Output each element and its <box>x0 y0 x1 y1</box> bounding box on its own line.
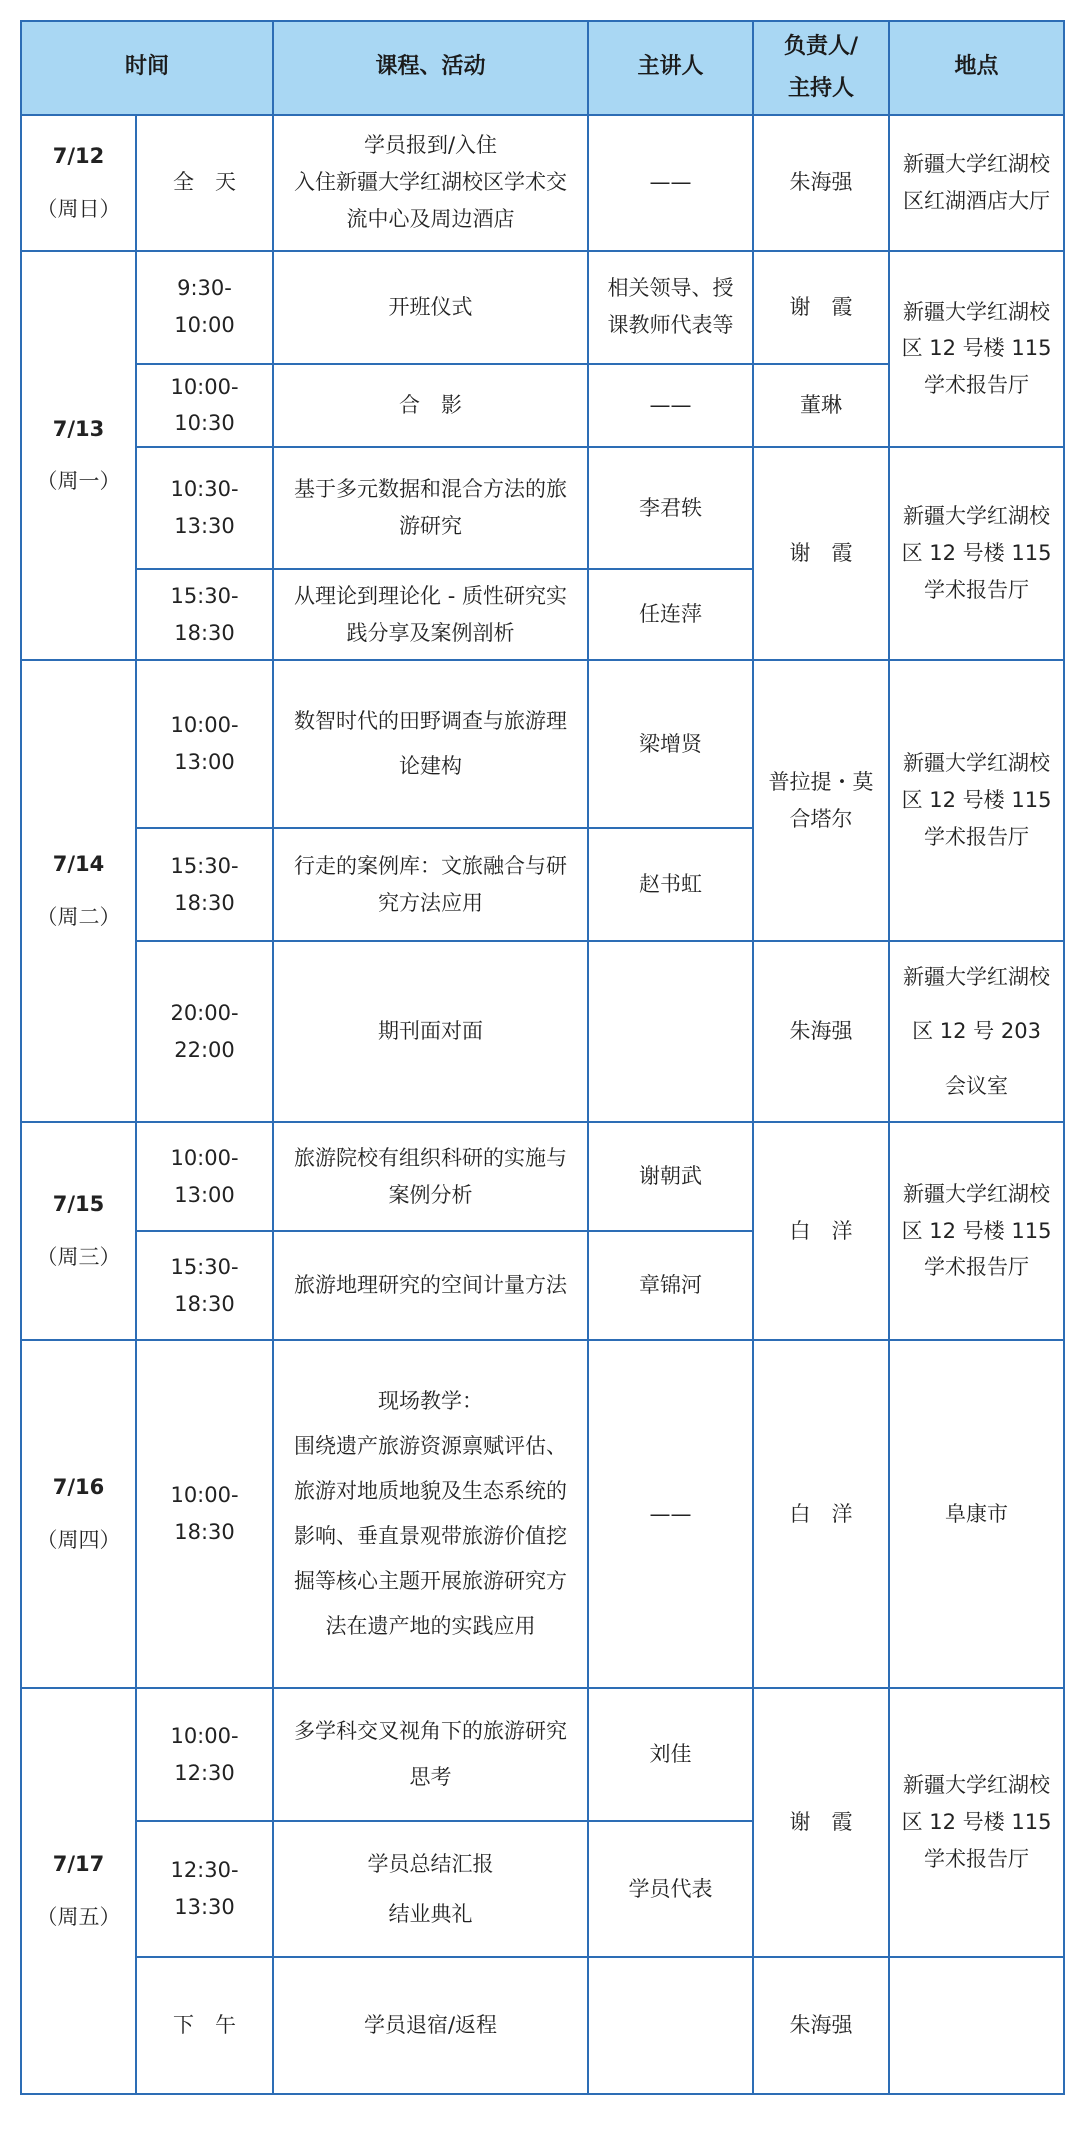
course-cell: 从理论到理论化 - 质性研究实践分享及案例剖析 <box>273 569 588 660</box>
header-row <box>21 21 1064 115</box>
weekday: （周五） <box>36 1905 121 1930</box>
time-cell: 15:30-18:30 <box>136 1231 273 1340</box>
course-cell: 旅游院校有组织科研的实施与案例分析 <box>273 1122 588 1231</box>
speaker-cell <box>588 1957 753 2094</box>
date-cell <box>21 1340 136 1688</box>
host-cell: 谢 霞 <box>753 1688 889 1957</box>
table-row <box>21 1957 1064 2094</box>
course-cell <box>273 1688 588 1821</box>
time-cell: 10:00-18:30 <box>136 1340 273 1688</box>
time-cell: 10:30-13:30 <box>136 447 273 569</box>
location-cell: 阜康市 <box>889 1340 1064 1688</box>
location-cell: 新疆大学红湖校区红湖酒店大厅 <box>889 115 1064 251</box>
time-cell: 10:00-13:00 <box>136 1122 273 1231</box>
header-location: 地点 <box>889 21 1064 115</box>
location-cell <box>889 941 1064 1122</box>
location-cell <box>889 1957 1064 2094</box>
course-cell: 学员退宿/返程 <box>273 1957 588 2094</box>
date: 7/12 <box>52 143 105 168</box>
time-cell: 12:30-13:30 <box>136 1821 273 1957</box>
course-cell: 合 影 <box>273 364 588 448</box>
date: 7/17 <box>52 1852 105 1877</box>
time-cell: 10:00-13:00 <box>136 660 273 828</box>
course-cell <box>273 1821 588 1957</box>
host-cell: 董琳 <box>753 364 889 448</box>
course-cell <box>273 115 588 251</box>
date: 7/16 <box>52 1475 105 1500</box>
host-cell: 白 洋 <box>753 1340 889 1688</box>
speaker-cell: —— <box>588 364 753 448</box>
location-cell: 新疆大学红湖校区 12 号楼 115 学术报告厅 <box>889 1122 1064 1340</box>
speaker-cell: 梁增贤 <box>588 660 753 828</box>
date: 7/14 <box>52 852 105 877</box>
table-row <box>21 115 1064 251</box>
course-cell <box>273 660 588 828</box>
time-cell: 全 天 <box>136 115 273 251</box>
location-text: 新疆大学红湖校区 12 号 203 会议室 <box>903 964 1051 1098</box>
course-line: 学员报到/入住 入住新疆大学红湖校区学术交流中心及周边酒店 <box>294 133 568 231</box>
header-host-line2: 主持人 <box>788 75 855 101</box>
header-host <box>753 21 889 115</box>
course-cell <box>273 1340 588 1688</box>
course-cell: 期刊面对面 <box>273 941 588 1122</box>
course-text: 现场教学： 围绕遗产旅游资源禀赋评估、旅游对地质地貌及生态系统的影响、垂直景观带旅游价值挖掘等核心主题开展旅游研究方法在遗产地的实践应用 <box>294 1388 568 1639</box>
table-row <box>21 941 1064 1122</box>
date-cell <box>21 660 136 1122</box>
time-cell: 15:30-18:30 <box>136 569 273 660</box>
table-row <box>21 1340 1064 1688</box>
location-cell: 新疆大学红湖校区 12 号楼 115 学术报告厅 <box>889 1688 1064 1957</box>
course-text: 学员总结汇报 结业典礼 <box>367 1851 494 1927</box>
weekday: （周一） <box>36 469 121 494</box>
speaker-cell: 谢朝武 <box>588 1122 753 1231</box>
date-cell <box>21 1122 136 1340</box>
location-cell: 新疆大学红湖校区 12 号楼 115 学术报告厅 <box>889 447 1064 660</box>
host-cell: 朱海强 <box>753 115 889 251</box>
time-cell: 9:30-10:00 <box>136 251 273 364</box>
speaker-cell: —— <box>588 1340 753 1688</box>
date: 7/15 <box>52 1192 105 1217</box>
table-row <box>21 660 1064 828</box>
speaker-cell: 刘佳 <box>588 1688 753 1821</box>
table-row <box>21 1688 1064 1821</box>
header-time: 时间 <box>21 21 273 115</box>
date-cell <box>21 251 136 661</box>
course-cell: 开班仪式 <box>273 251 588 364</box>
course-text: 多学科交叉视角下的旅游研究思考 <box>294 1719 568 1789</box>
course-cell: 基于多元数据和混合方法的旅游研究 <box>273 447 588 569</box>
date-cell <box>21 115 136 251</box>
speaker-cell: 学员代表 <box>588 1821 753 1957</box>
header-host-line1: 负责人/ <box>783 34 859 59</box>
speaker-cell: 任连萍 <box>588 569 753 660</box>
header-speaker: 主讲人 <box>588 21 753 115</box>
location-cell: 新疆大学红湖校区 12 号楼 115 学术报告厅 <box>889 251 1064 448</box>
course-cell: 行走的案例库：文旅融合与研究方法应用 <box>273 828 588 941</box>
course-text: 数智时代的田野调查与旅游理论建构 <box>294 708 568 779</box>
time-cell: 20:00-22:00 <box>136 941 273 1122</box>
time-cell: 10:00-10:30 <box>136 364 273 448</box>
host-cell: 普拉提・莫合塔尔 <box>753 660 889 941</box>
schedule-table <box>20 20 1065 2095</box>
host-cell: 谢 霞 <box>753 251 889 364</box>
table-row <box>21 447 1064 569</box>
speaker-cell: 章锦河 <box>588 1231 753 1340</box>
time-cell: 下 午 <box>136 1957 273 2094</box>
table-row <box>21 251 1064 364</box>
speaker-cell: 赵书虹 <box>588 828 753 941</box>
header-course: 课程、活动 <box>273 21 588 115</box>
host-cell: 朱海强 <box>753 941 889 1122</box>
speaker-cell <box>588 941 753 1122</box>
date-cell <box>21 1688 136 2094</box>
time-cell: 15:30-18:30 <box>136 828 273 941</box>
course-cell: 旅游地理研究的空间计量方法 <box>273 1231 588 1340</box>
host-cell: 谢 霞 <box>753 447 889 660</box>
weekday: （周二） <box>36 905 121 930</box>
speaker-cell: 李君轶 <box>588 447 753 569</box>
weekday: （周三） <box>36 1245 121 1270</box>
host-cell: 朱海强 <box>753 1957 889 2094</box>
speaker-cell: 相关领导、授课教师代表等 <box>588 251 753 364</box>
time-cell: 10:00-12:30 <box>136 1688 273 1821</box>
host-cell: 白 洋 <box>753 1122 889 1340</box>
location-cell: 新疆大学红湖校区 12 号楼 115 学术报告厅 <box>889 660 1064 941</box>
table-row <box>21 1122 1064 1231</box>
speaker-cell: —— <box>588 115 753 251</box>
date: 7/13 <box>52 416 105 441</box>
weekday: （周日） <box>36 196 121 221</box>
weekday: （周四） <box>36 1528 121 1553</box>
